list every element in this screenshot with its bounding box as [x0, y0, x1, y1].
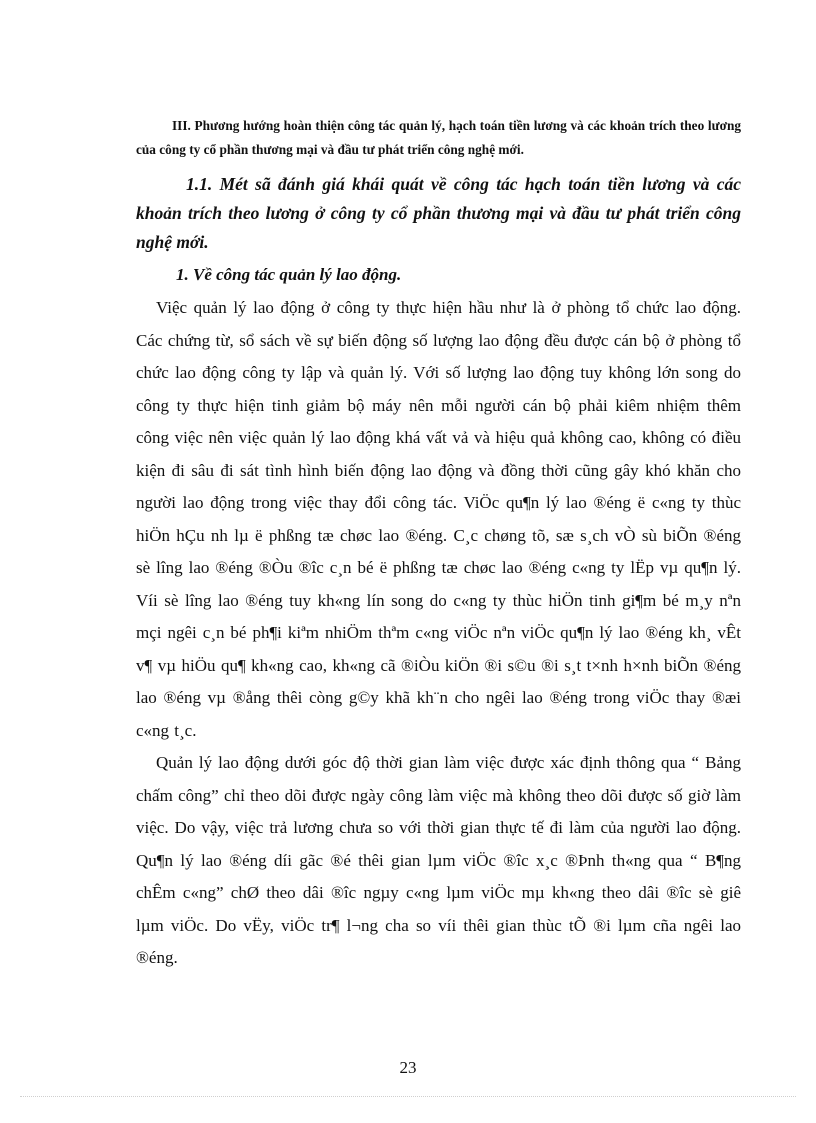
section-heading: III. Phương hướng hoàn thiện công tác quản lý, hạch toán tiền lương và các khoản trích theo lương của công ty cổ phần thương mại và đầu tư phát triển công nghệ mới.	[136, 118, 741, 157]
sub-heading: 1.1. Mét sã đánh giá khái quát về công tác hạch toán tiền lương và các khoản trích theo lương ở công ty cổ phần thương mại và đầu tư phát triển công nghệ mới.	[136, 174, 741, 252]
body-paragraph: Việc quản lý lao động ở công ty thực hiện hầu như là ở phòng tổ chức lao động. Các chứng từ, sổ sách về sự biến động số lượng lao động đều được cán bộ ở phòng tổ chức lao động công ty lập và quản lý. Với số lượng lao động tuy không lớn song do công ty thực hiện tinh giảm bộ máy nên mỗi người cán bộ phải kiêm nhiệm thêm công việc nên việc quản lý lao động khá vất vả và hiệu quả không cao, không có điều kiện đi sâu đi sát tình hình biến động lao động và đồng thời cũng gây khó khăn cho người lao động trong việc thay đổi công tác. ViÖc qu¶n lý lao ®éng ë c«ng ty thùc hiÖn hÇu nh lµ ë phßng tæ chøc lao ®éng. C¸c chøng tõ, sæ s¸ch vÒ sù biÕn ®éng sè lîng lao ®éng ®Òu ®îc c¸n bé ë phßng tæ chøc lao ®éng c«ng ty lËp vµ qu¶n lý. Víi sè lîng lao ®éng tuy kh«ng lín song do c«ng ty thùc hiÖn tinh gi¶m bé m¸y nªn mçi ngêi c¸n bé ph¶i kiªm nhiÖm thªm c«ng viÖc nªn viÖc qu¶n lý lao ®éng kh¸ vÊt v¶ vµ hiÖu qu¶ kh«ng cao, kh«ng cã ®iÒu kiÖn ®i s©u ®i s¸t t×nh h×nh biÕn ®éng lao ®éng vµ ®ång thêi còng g©y khã kh¨n cho ngêi lao ®éng trong viÖc thay ®æi c«ng t¸c.	[136, 298, 741, 740]
body-paragraph: Quản lý lao động dưới góc độ thời gian làm việc được xác định thông qua “ Bảng chấm công” chỉ theo dõi được ngày công làm việc mà không theo dõi được số giờ làm việc. Do vậy, việc trả lương chưa so với thời gian thực tế đi làm của người lao động. Qu¶n lý lao ®éng díi gãc ®é thêi gian lµm viÖc ®îc x¸c ®Þnh th«ng qua “ B¶ng chÊm c«ng” chØ theo dâi ®îc ngµy c«ng lµm viÖc mµ kh«ng theo dâi ®îc sè giê lµm viÖc. Do vËy, viÖc tr¶ l¬ng cha so víi thêi gian thùc tÕ ®i lµm cña ngêi lao ®éng.	[136, 753, 741, 967]
sub-sub-heading: 1. Về công tác quản lý lao động.	[176, 265, 402, 284]
page-content	[136, 114, 741, 975]
footer-divider	[20, 1096, 796, 1097]
page-number: 23	[399, 1058, 417, 1077]
